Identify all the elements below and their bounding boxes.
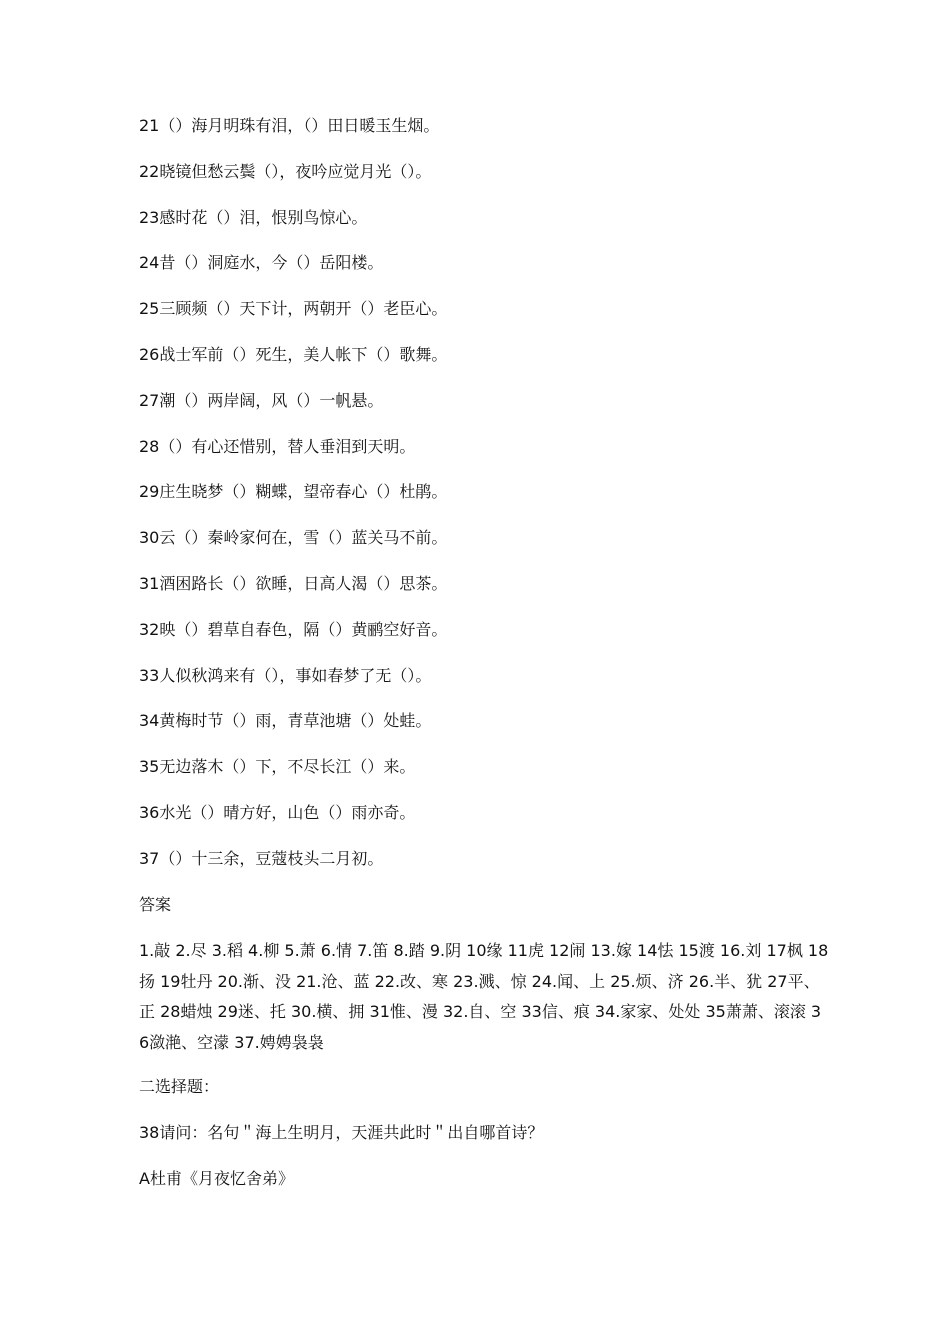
question-33: 33人似秋鸿来有（），事如春梦了无（）。 [139, 665, 432, 685]
question-30: 30云（）秦岭家何在，雪（）蓝关马不前。 [139, 528, 448, 548]
answer-heading: 答案 [139, 894, 172, 914]
question-35: 35无边落木（）下，不尽长江（）来。 [139, 757, 416, 777]
question-29: 29庄生晓梦（）糊蝶，望帝春心（）杜鹃。 [139, 482, 448, 502]
question-21: 21（）海月明珠有泪，（）田日暖玉生烟。 [139, 116, 440, 135]
question-32: 32映（）碧草自春色，隔（）黄鹂空好音。 [139, 619, 448, 639]
mc-option-a: A杜甫《月夜忆舍弟》 [139, 1168, 294, 1188]
question-34: 34黄梅时节（）雨，青草池塘（）处蛙。 [139, 711, 432, 731]
question-26: 26战士军前（）死生，美人帐下（）歌舞。 [139, 344, 448, 364]
question-31: 31酒困路长（）欲睡，日高人渴（）思茶。 [139, 573, 448, 593]
section-title: 二选择题： [139, 1077, 220, 1097]
question-37: 37（）十三余，豆蔻枝头二月初。 [139, 848, 384, 868]
question-23: 23感时花（）泪，恨别鸟惊心。 [139, 207, 368, 227]
question-25: 25三顾频（）天下计，两朝开（）老臣心。 [139, 299, 448, 319]
mc-question-38: 38请问：名句＂海上生明月，天涯共此时＂出自哪首诗？ [139, 1123, 544, 1143]
document-page [139, 112, 839, 1211]
question-27: 27潮（）两岸阔，风（）一帆悬。 [139, 390, 384, 410]
answer-list: 1.敲 2.尽 3.稻 4.柳 5.萧 6.情 7.笛 8.踏 9.阴 10缘 11虎 12闹 13.嫁 14怯 15渡 16.刘 17枫 18扬 19牡丹 20.渐、没 21.沧、蓝 22.改、寒 23.溅、惊 24.闻、上 25.烦、济 26.半、犹 27平、正 28蜡烛 29迷、托 30.横、拥 31惟、漫 32.自、空 33信、痕 34.家家、处处 35萧萧、滚滚 36潋滟、空濛 37.娉娉袅袅 [139, 941, 829, 1052]
question-28: 28（）有心还惜别，替人垂泪到天明。 [139, 436, 416, 456]
question-36: 36水光（）晴方好，山色（）雨亦奇。 [139, 802, 416, 822]
question-22: 22晓镜但愁云鬓（），夜吟应觉月光（）。 [139, 161, 432, 181]
question-24: 24昔（）洞庭水，今（）岳阳楼。 [139, 253, 384, 273]
